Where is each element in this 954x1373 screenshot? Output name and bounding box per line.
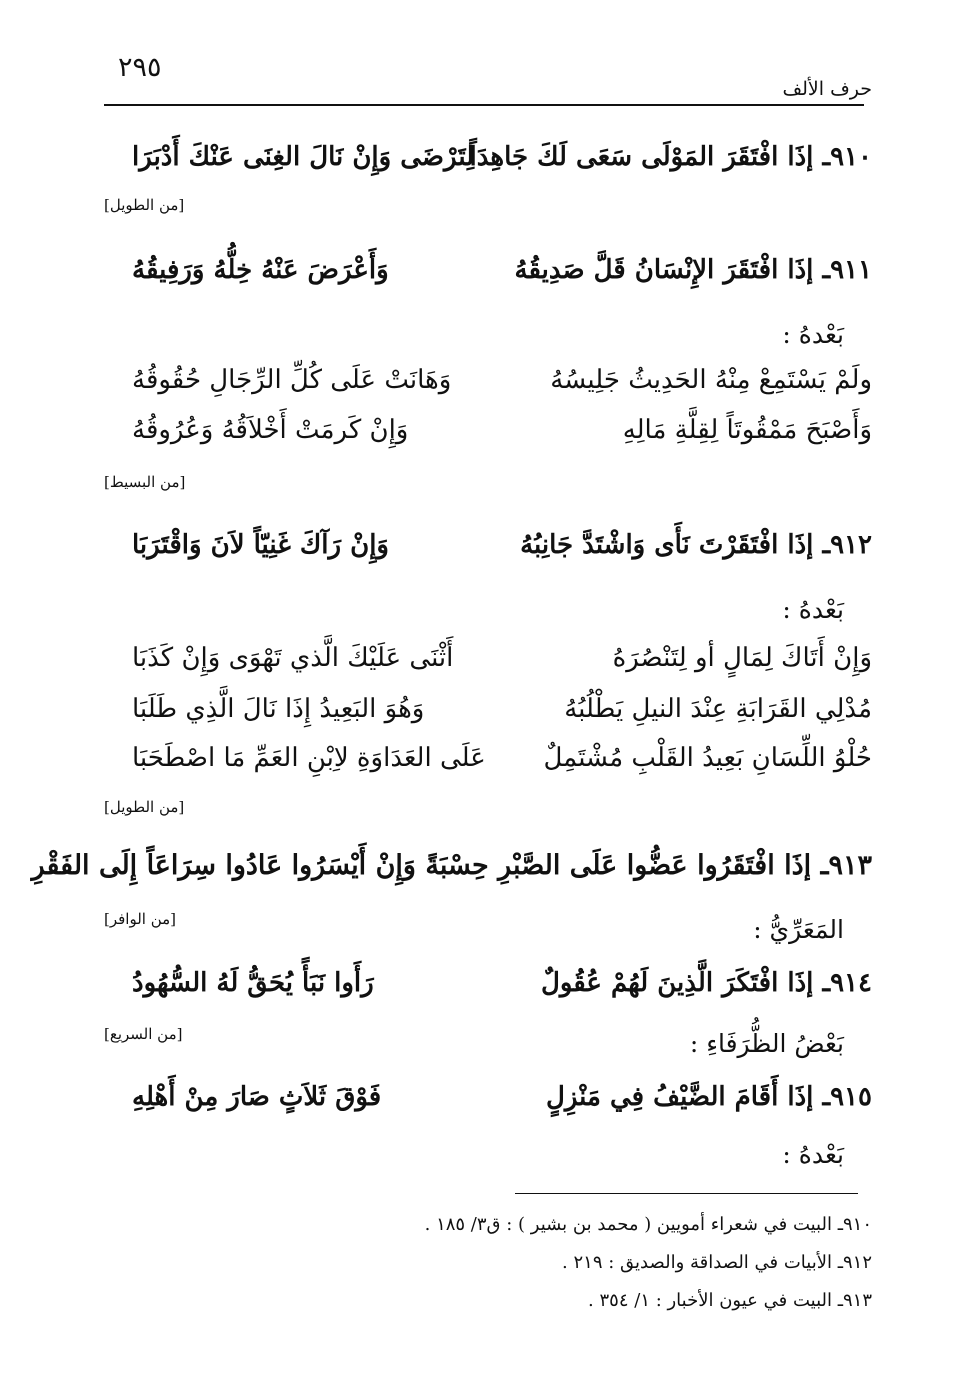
verse-number: ٩١٢ـ (822, 530, 872, 560)
verse-first-hemistich: وَأَصْبَحَ مَمْقُوتَاً لِقِلَّةِ مَالِهِ (622, 415, 872, 445)
verse-912 (104, 525, 872, 565)
meter-label: [من الطويل] (104, 798, 185, 816)
verse-second-hemistich: وَإِنْ كَرمَتْ أَخْلاَقُهُ وَعُرُوقُهُ (132, 415, 409, 445)
verse-number: ٩١٣ـ (820, 850, 872, 881)
meter-label: [من السريع] (104, 1025, 183, 1043)
verse-second-hemistich: وَهَانَتْ عَلَى كُلِّ الرِّجَالِ حُقُوقُهُ (132, 365, 452, 395)
verse-first-hemistich: إذَا أَقَامَ الضَّيْفُ فِي مَنْزِلٍ (545, 1082, 814, 1112)
verse-second-hemistich: رَأَوا نَبَأً يُحَقُّ لَهُ السُّهُودُ (132, 968, 374, 998)
verse-second-hemistich: لِتَرْضَى وَإِنْ نَالَ الغِنَى عَنْكَ أَدْبَرَا (132, 142, 475, 172)
footnote: ٩١٠ـ البيت في شعراء أمويين ( محمد بن بشير ) : ق٣/ ١٨٥ . (424, 1214, 872, 1235)
verse-first-hemistich: إذَا افْتَكَرَ الَّذِينَ لَهُمْ عُقُولٌ (540, 968, 814, 998)
attribution: المَعَرِّيُّ : (753, 915, 844, 944)
verse-first-hemistich: حُلْوُ اللِّسَانِ بَعِيدُ القَلْبِ مُشْتَمِلٌ (543, 743, 872, 773)
verse-second-hemistich: أَثْنَى عَلَيْكَ الَّذي تَهْوَى وَإِنْ كَذَبَا (132, 643, 454, 673)
verse-second-hemistich: وَإِنْ رَآكَ غَنِيّاً لاَنَ وَاقْتَرَبَا (132, 530, 389, 560)
verse-first-hemistich: ولَمْ يَسْتَمِعْ مِنْهُ الحَدِيثُ جَلِيسُهُ (550, 365, 872, 395)
verse-second-hemistich: عَلَى العَدَاوَةِ لاِبْنِ العَمِّ مَا اصْطَحَبَا (132, 743, 486, 773)
verse-915 (104, 1077, 872, 1117)
verse-910 (104, 137, 872, 177)
verse (104, 738, 872, 778)
verse-second-hemistich: وَأَعْرَضَ عَنْهُ خِلُّهُ وَرَفِيقُهُ (132, 255, 389, 285)
meter-label: [من البسيط] (104, 473, 186, 491)
verse-914 (104, 963, 872, 1003)
verse (104, 410, 872, 450)
running-header: حرف الألف (782, 78, 872, 100)
footnote: ٩١٣ـ البيت في عيون الأخبار : ١/ ٣٥٤ . (588, 1290, 872, 1311)
verse-number: ٩١٠ـ (822, 142, 872, 172)
verse-number: ٩١٥ـ (822, 1082, 872, 1112)
verse-number: ٩١١ـ (822, 255, 872, 285)
verse (104, 638, 872, 678)
verse-second-hemistich: فَوْقَ ثَلاَثٍ صَارَ مِنْ أَهْلِهِ (132, 1082, 382, 1112)
verse-full-line: إذَا افْتَقَرُوا عَضُّوا عَلَى الصَّبْرِ حِسْبَةً وَإِنْ أَيْسَرُوا عَادُوا سِرَاعَاً إِلَى الفَقْرِ (31, 850, 812, 881)
meter-label: [من الوافر] (104, 910, 177, 928)
verse-first-hemistich: إذَا افْتَقَرْتَ نَأَى وَاشْتَدَّ جَانِبُهُ (520, 530, 814, 560)
attribution: بَعْدهُ : (782, 595, 844, 624)
attribution: بَعْدهُ : (782, 1140, 844, 1169)
verse-first-hemistich: مُدْلِي القَرَابَةِ عِنْدَ النيلِ يَطْلُبُهُ (564, 694, 872, 724)
attribution: بَعْدهُ : (782, 320, 844, 349)
verse-first-hemistich: إذَا افْتَقَرَ الإِنْسَانُ قَلَّ صَدِيقُهُ (514, 255, 814, 285)
verse-second-hemistich: وَهُوَ البَعِيدُ إِذَا نَالَ الَّذِي طَلَبَا (132, 694, 425, 724)
verse-first-hemistich: إذَا افْتَقَرَ المَوْلَى سَعَى لَكَ جَاهِدَاً (469, 142, 814, 172)
verse-first-hemistich: وَإِنْ أَتَاكَ لِمَالٍ أو لِتَنْصُرَهُ (612, 643, 872, 673)
verse (104, 689, 872, 729)
footnote: ٩١٢ـ الأبيات في الصداقة والصديق : ٢١٩ . (562, 1252, 872, 1273)
header-rule (104, 104, 864, 106)
page-number: ٢٩٥ (118, 52, 162, 83)
verse-911 (104, 250, 872, 290)
footnote-rule (515, 1193, 858, 1194)
verse (104, 360, 872, 400)
verse-number: ٩١٤ـ (822, 968, 872, 998)
meter-label: [من الطويل] (104, 196, 185, 214)
attribution: بَعْضُ الظُّرَفَاءِ : (689, 1029, 844, 1058)
verse-913 (31, 846, 872, 886)
